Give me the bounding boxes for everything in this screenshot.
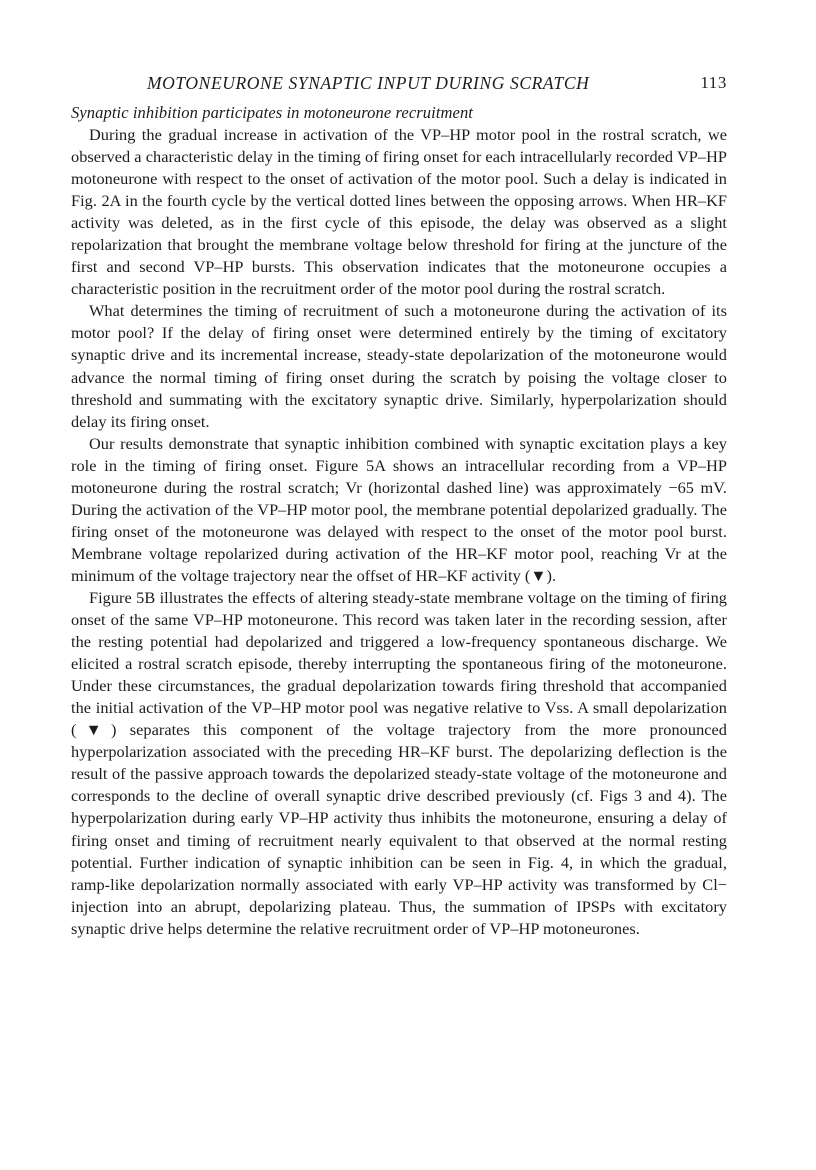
section-heading: Synaptic inhibition participates in motoneurone recruitment [71,103,473,122]
body-paragraph-3: Our results demonstrate that synaptic inhibition combined with synaptic excitation plays a key role in the timing of firing onset. Figure 5A shows an intracellular recording from a VP–HP motoneurone during the rostral scratch; Vr (horizontal dashed line) was approximately −65 mV. During the activation of the VP–HP motor pool, the membrane potential depolarized gradually. The firing onset of the motoneurone was delayed with respect to the onset of the motor pool burst. Membrane voltage repolarized during activation of the HR–KF motor pool, reaching Vr at the minimum of the voltage trajectory near the offset of HR–KF activity (▼). [71,433,727,585]
journal-page [71,70,727,940]
body-paragraph-2: What determines the timing of recruitment of such a motoneurone during the activation of its motor pool? If the delay of firing onset were determined entirely by the timing of excitatory synaptic drive and its incremental increase, steady-state depolarization of the motoneurone would advance the normal timing of firing onset during the scratch by poising the voltage closer to threshold and summating with the excitatory synaptic drive. Similarly, hyperpolarization should delay its firing onset. [71,301,727,431]
running-title: MOTONEURONE SYNAPTIC INPUT DURING SCRATCH [147,73,590,93]
page-number: 113 [700,73,727,92]
running-header [71,70,727,96]
body-paragraph-4: Figure 5B illustrates the effects of altering steady-state membrane voltage on the timing of firing onset of the same VP–HP motoneurone. This record was taken later in the recording session, after the resting potential had depolarized and triggered a low-frequency spontaneous discharge. We elicited a rostral scratch episode, thereby interrupting the spontaneous firing of the motoneurone. Under these circumstances, the gradual depolarization towards firing threshold that accompanied the initial activation of the VP–HP motor pool was negative relative to Vss. A small depolarization (▼) separates this component of the voltage trajectory from the more pronounced hyperpolarization associated with the preceding HR–KF burst. The depolarizing deflection is the result of the passive approach towards the depolarized steady-state voltage of the motoneurone and corresponds to the decline of overall synaptic drive described previously (cf. Figs 3 and 4). The hyperpolarization during early VP–HP activity thus inhibits the motoneurone, ensuring a delay of firing onset and timing of recruitment nearly equivalent to that observed at the normal resting potential. Further indication of synaptic inhibition can be seen in Fig. 4, in which the gradual, ramp-like depolarization normally associated with early VP–HP activity was transformed by Cl− injection into an abrupt, depolarizing plateau. Thus, the summation of IPSPs with excitatory synaptic drive helps determine the relative recruitment order of VP–HP motoneurones. [71,587,727,938]
body-paragraph-1: During the gradual increase in activation of the VP–HP motor pool in the rostral scratch, we observed a characteristic delay in the timing of firing onset for each intracellularly recorded VP–HP motoneurone with respect to the onset of activation of the motor pool. Such a delay is indicated in Fig. 2A in the fourth cycle by the vertical dotted lines between the opposing arrows. When HR–KF activity was deleted, as in the first cycle of this episode, the delay was observed as a slight repolarization that brought the membrane voltage below threshold for firing at the juncture of the first and second VP–HP bursts. This observation indicates that the motoneurone occupies a characteristic position in the recruitment order of the motor pool during the rostral scratch. [71,125,727,299]
